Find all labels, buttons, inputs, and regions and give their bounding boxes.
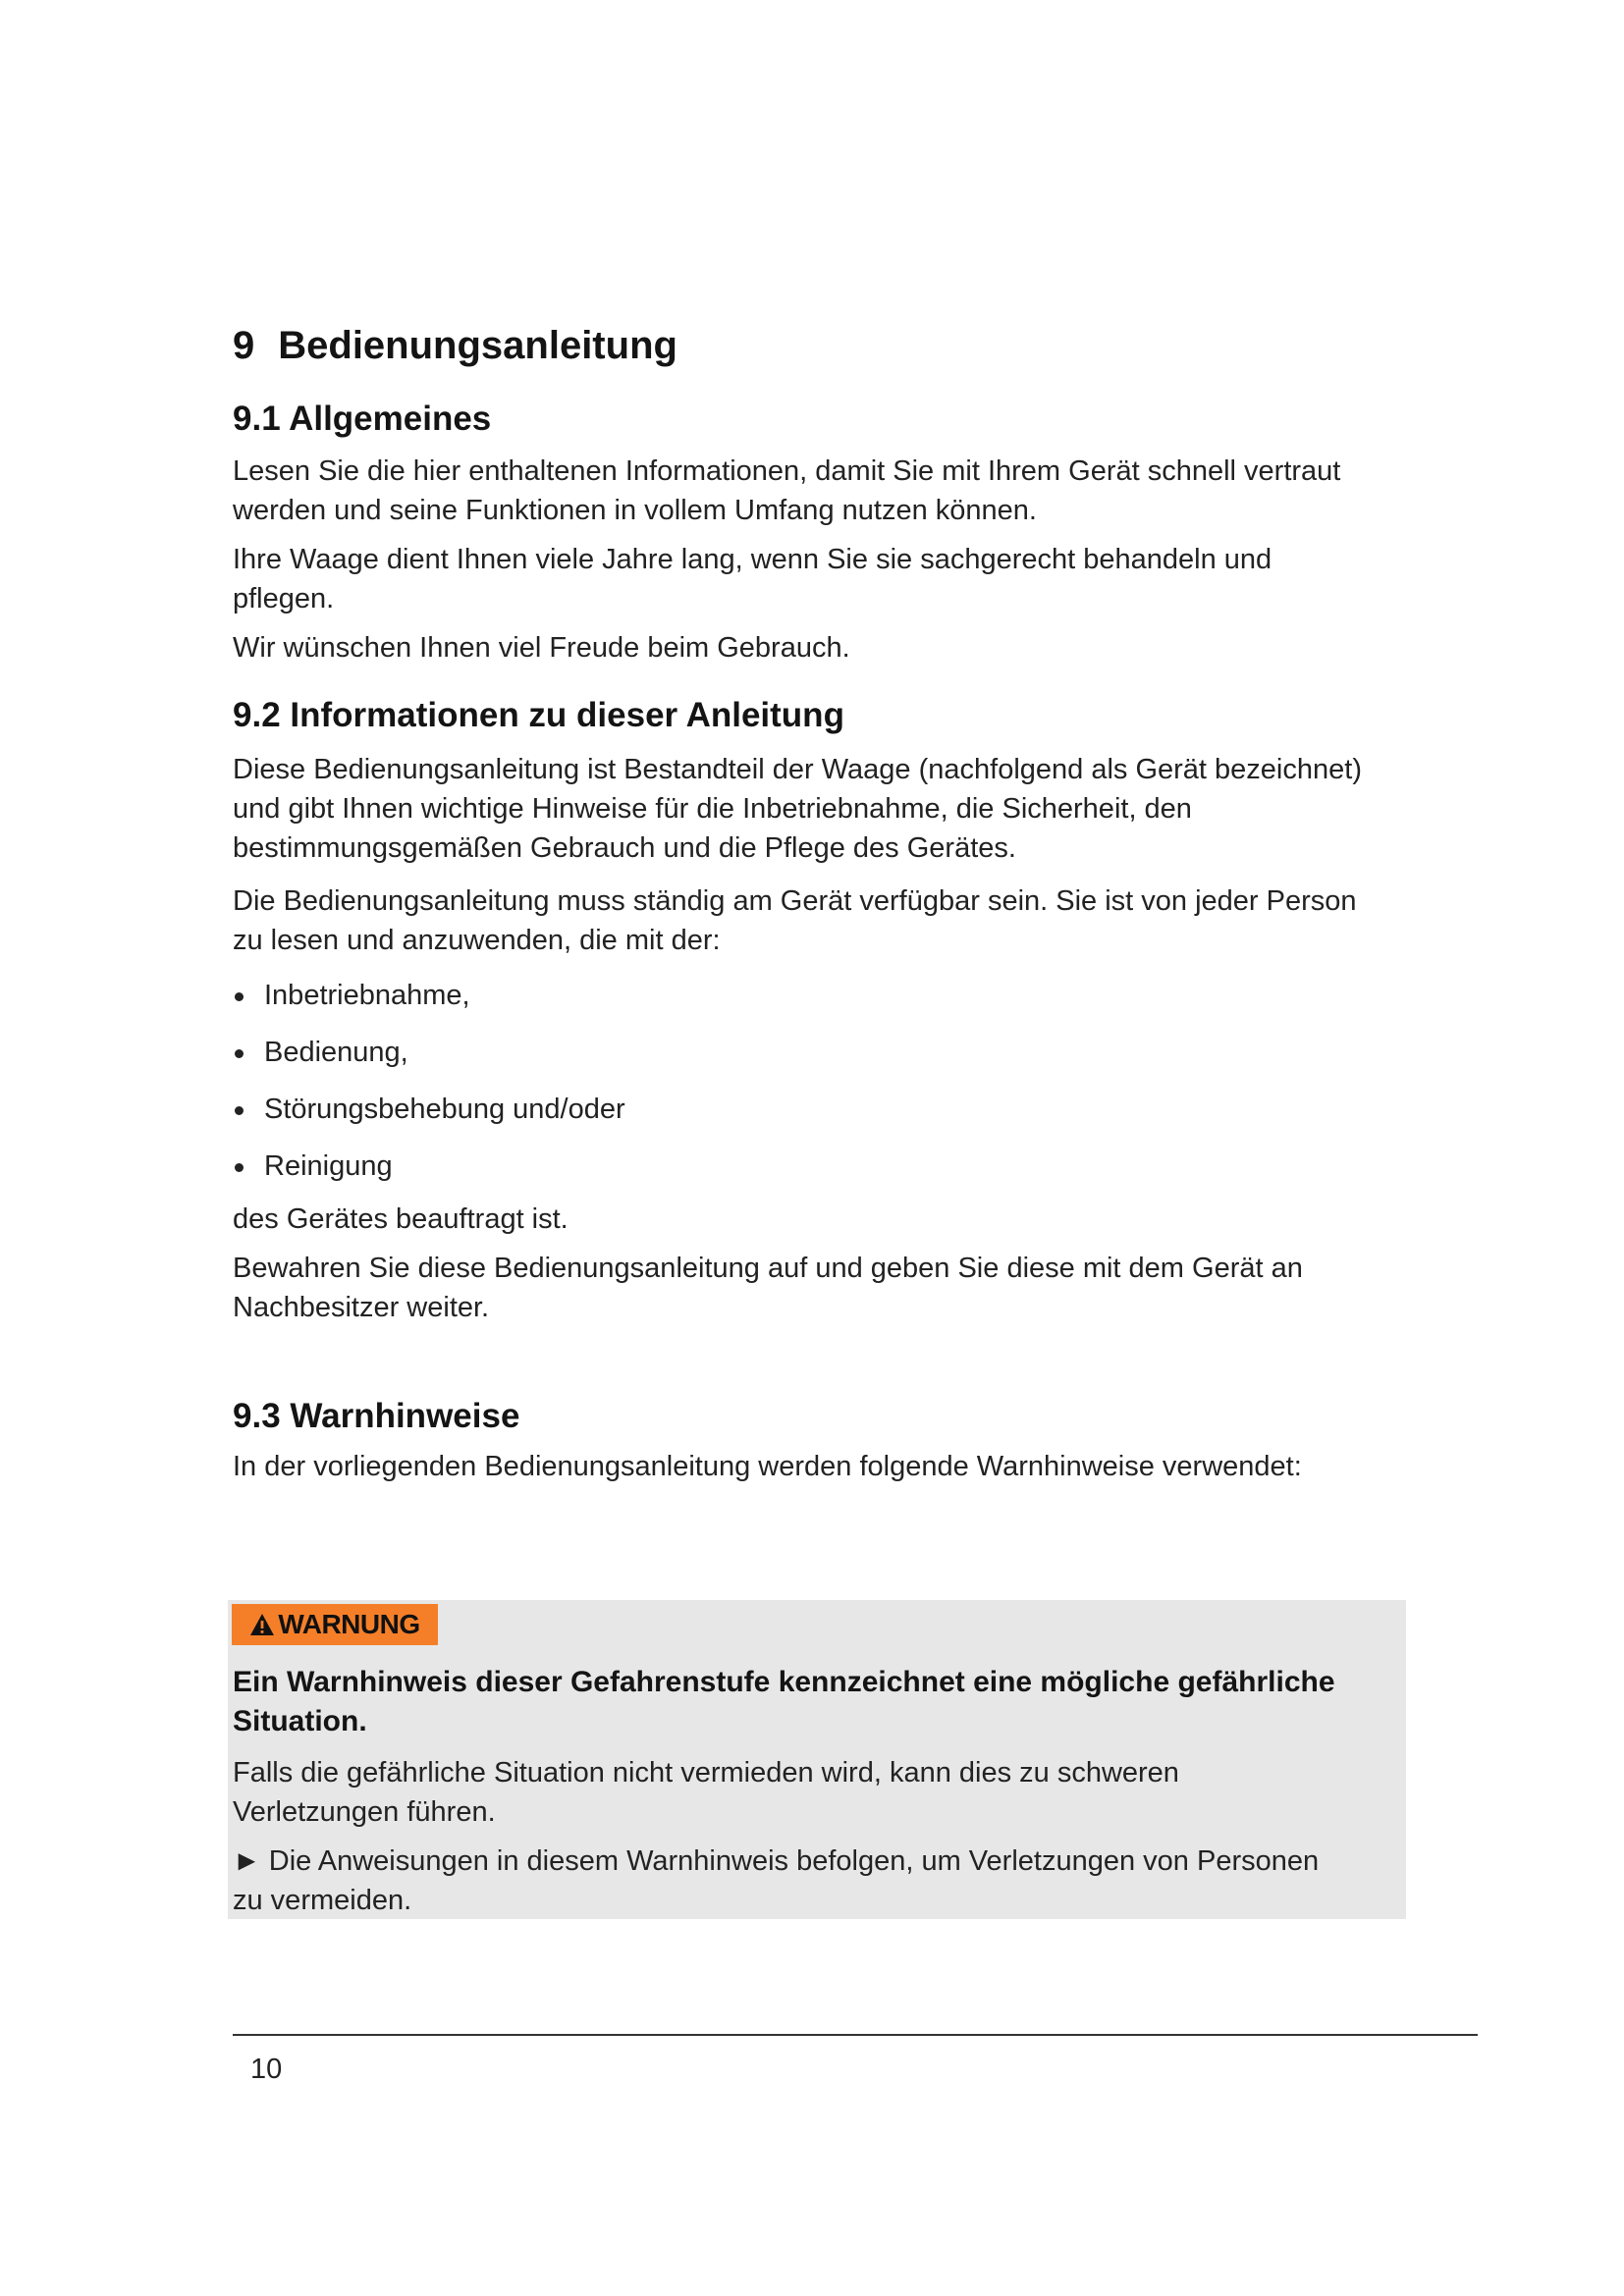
- paragraph: Ihre Waage dient Ihnen viele Jahre lang, wenn Sie sie sachgerecht behandeln und pflegen.: [233, 544, 1272, 614]
- chapter-title: Bedienungsanleitung: [278, 324, 677, 367]
- section-heading-warnhinweise: 9.3 Warnhinweise: [233, 1397, 520, 1435]
- paragraph: Lesen Sie die hier enthaltenen Informationen, damit Sie mit Ihrem Gerät schnell vertraut werden und seine Funktionen in vollem Umfang nutzen können.: [233, 455, 1341, 526]
- list-item-text: Inbetriebnahme,: [264, 980, 470, 1011]
- warning-badge: [232, 1604, 438, 1645]
- list-item-text: Reinigung: [264, 1150, 393, 1182]
- warning-instruction: [233, 1842, 1332, 1920]
- bullet-list: [233, 976, 1411, 1203]
- bullet-icon: [235, 1106, 244, 1115]
- warning-triangle-icon: [249, 1613, 275, 1636]
- arrow-right-icon: ►: [233, 1845, 261, 1877]
- chapter-number: 9: [233, 324, 255, 367]
- warning-instruction-text: Die Anweisungen in diesem Warnhinweis befolgen, um Verletzungen von Personen zu vermeiden.: [233, 1845, 1320, 1916]
- warning-title: Ein Warnhinweis dieser Gefahrenstufe kennzeichnet eine mögliche gefährliche Situation.: [233, 1666, 1335, 1737]
- warning-content: [233, 1663, 1391, 1920]
- paragraph: des Gerätes beauftragt ist.: [233, 1203, 568, 1235]
- list-item: [233, 1147, 1411, 1203]
- chapter-heading: [233, 322, 1411, 369]
- bullet-icon: [235, 1163, 244, 1172]
- paragraph: Bewahren Sie diese Bedienungsanleitung auf und geben Sie diese mit dem Gerät an Nachbesitzer weiter.: [233, 1253, 1303, 1323]
- bullet-icon: [235, 992, 244, 1001]
- footer-divider: [233, 2034, 1478, 2036]
- page-number: 10: [250, 2054, 283, 2085]
- section-heading-informationen: 9.2 Informationen zu dieser Anleitung: [233, 696, 844, 734]
- warning-badge-label: WARNUNG: [278, 1609, 420, 1639]
- page-content: [233, 322, 1411, 1486]
- warning-text: Falls die gefährliche Situation nicht vermieden wird, kann dies zu schweren Verletzungen führen.: [233, 1757, 1179, 1828]
- paragraph: In der vorliegenden Bedienungsanleitung werden folgende Warnhinweise verwendet:: [233, 1451, 1302, 1482]
- bullet-icon: [235, 1049, 244, 1058]
- paragraph: Die Bedienungsanleitung muss ständig am Gerät verfügbar sein. Sie ist von jeder Person zu lesen und anzuwenden, die mit der:: [233, 885, 1357, 956]
- list-item-text: Störungsbehebung und/oder: [264, 1094, 625, 1125]
- paragraph: Diese Bedienungsanleitung ist Bestandteil der Waage (nachfolgend als Gerät bezeichnet) und gibt Ihnen wichtige Hinweise für die Inbetriebnahme, die Sicherheit, den bestimmungsgemäßen Gebrauch und die Pflege des Gerätes.: [233, 754, 1362, 864]
- section-heading-allgemeines: 9.1 Allgemeines: [233, 400, 492, 438]
- list-item-text: Bedienung,: [264, 1037, 408, 1068]
- warning-box: [228, 1600, 1406, 1919]
- list-item: [233, 976, 1411, 1033]
- paragraph: Wir wünschen Ihnen viel Freude beim Gebrauch.: [233, 632, 850, 664]
- list-item: [233, 1090, 1411, 1147]
- list-item: [233, 1033, 1411, 1090]
